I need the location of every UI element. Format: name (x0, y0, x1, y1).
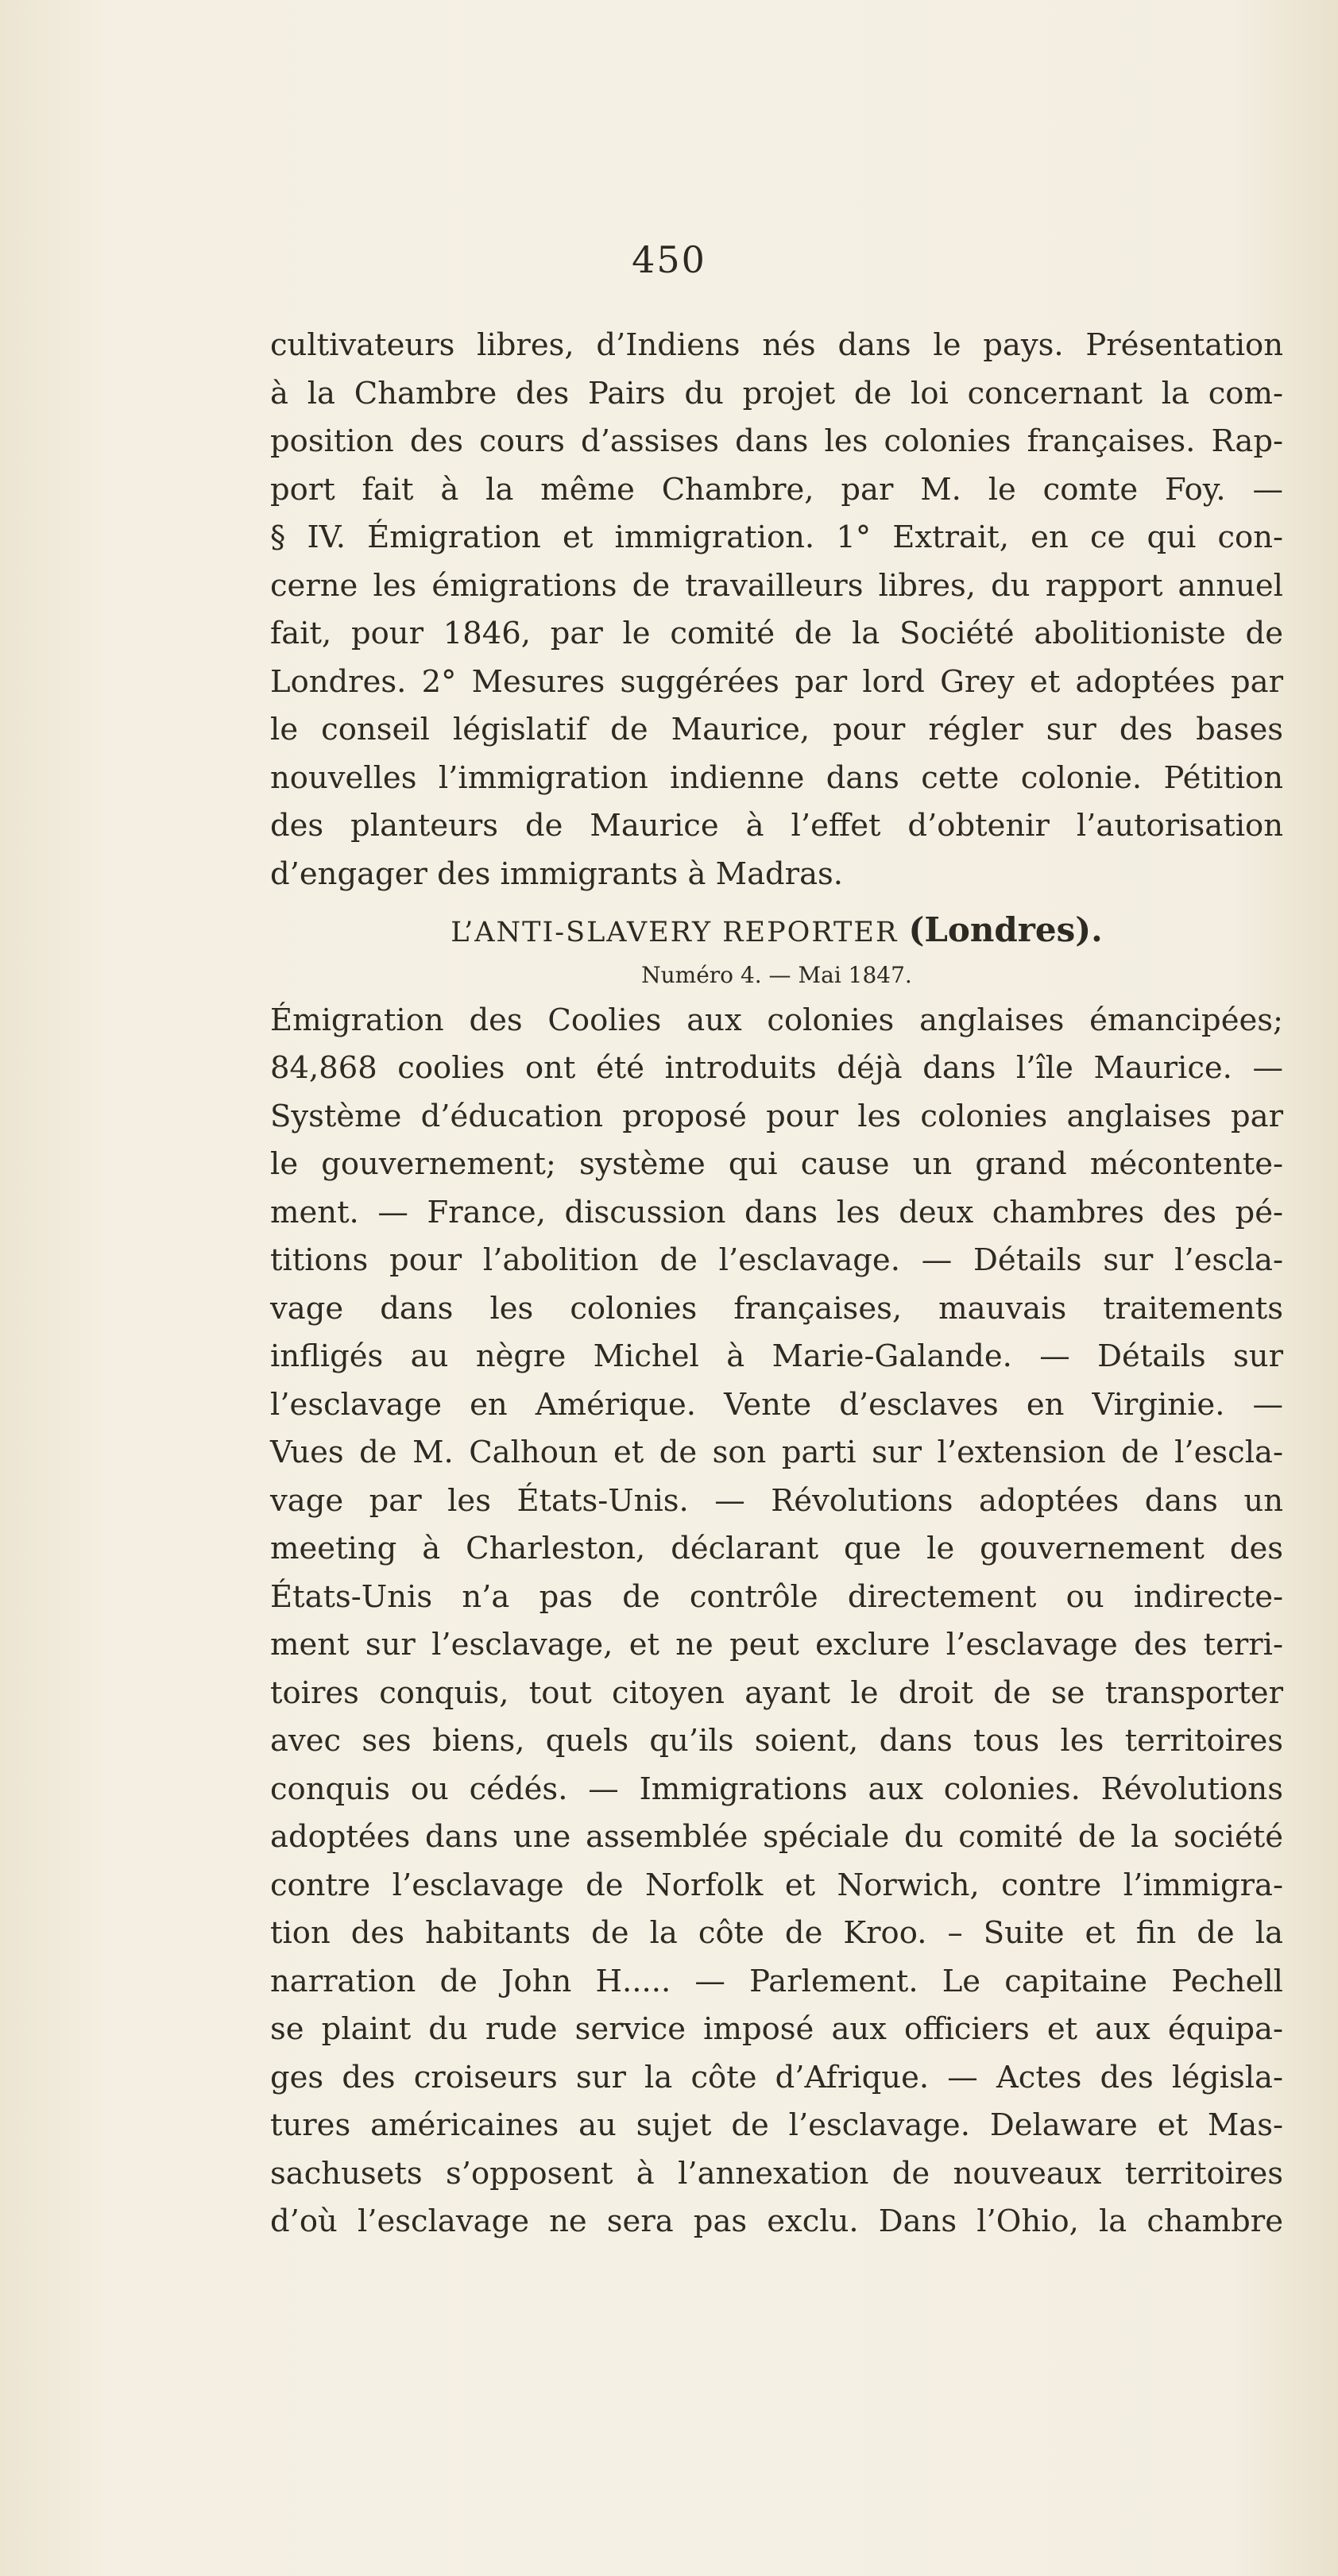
text-line: ment sur l’esclavage, et ne peut exclure l’esclavage des terri- (270, 1627, 1283, 1663)
text-line: Vues de M. Calhoun et de son parti sur l’extension de l’escla- (270, 1435, 1283, 1470)
section-two-paragraph (270, 997, 1283, 2246)
text-line: États-Unis n’a pas de contrôle directement ou indirecte- (270, 1578, 1283, 1615)
text-line: titions pour l’abolition de l’esclavage. — Détails sur l’escla- (270, 1242, 1283, 1278)
text-line: d’engager des immigrants à Madras. (270, 855, 844, 892)
text-line: vage dans les colonies françaises, mauvais traitements (270, 1290, 1283, 1327)
text-line: des planteurs de Maurice à l’effet d’obtenir l’autorisation (270, 808, 1283, 844)
text-line: position des cours d’assises dans les colonies françaises. Rap- (270, 423, 1283, 459)
text-line: conquis ou cédés. — Immigrations aux colonies. Révolutions (270, 1771, 1283, 1807)
text-line: ges des croiseurs sur la côte d’Afrique. — Actes des législa- (270, 2059, 1283, 2095)
text-line: Émigration des Coolies aux colonies anglaises émancipées; (270, 1002, 1283, 1038)
text-line: port fait à la même Chambre, par M. le comte Foy. — (270, 471, 1283, 508)
text-line: narration de John H..... — Parlement. Le capitaine Pechell (270, 1963, 1283, 1999)
text-line: le gouvernement; système qui cause un grand mécontente- (270, 1146, 1283, 1182)
text-line: Londres. 2° Mesures suggérées par lord Grey et adoptées par (270, 663, 1283, 700)
text-line: § IV. Émigration et immigration. 1° Extrait, en ce qui con- (270, 519, 1283, 555)
text-line: tion des habitants de la côte de Kroo. – Suite et fin de la (270, 1915, 1283, 1951)
journal-title (270, 906, 1283, 957)
text-line: avec ses biens, quels qu’ils soient, dans tous les territoires (270, 1723, 1283, 1759)
page-number: 450 (632, 238, 706, 281)
journal-name: L’ANTI-SLAVERY REPORTER (451, 917, 899, 948)
text-line: adoptées dans une assemblée spéciale du comité de la société (270, 1819, 1283, 1855)
text-line: le conseil législatif de Maurice, pour régler sur des bases (270, 712, 1283, 747)
text-line: tures américaines au sujet de l’esclavage. Delaware et Mas- (270, 2107, 1283, 2143)
text-line: fait, pour 1846, par le comité de la Société abolitioniste de (270, 616, 1283, 651)
page-text (270, 322, 1283, 2246)
journal-city: (Londres). (908, 910, 1103, 949)
text-line: cerne les émigrations de travailleurs libres, du rapport annuel (270, 567, 1283, 604)
text-line: vage par les États-Unis. — Révolutions adoptées dans un (270, 1482, 1283, 1519)
text-line: se plaint du rude service imposé aux officiers et aux équipa- (270, 2011, 1283, 2047)
text-line: l’esclavage en Amérique. Vente d’esclaves en Virginie. — (270, 1386, 1283, 1423)
text-line: nouvelles l’immigration indienne dans cette colonie. Pétition (270, 759, 1283, 796)
text-line: à la Chambre des Pairs du projet de loi concernant la com- (270, 375, 1283, 411)
journal-issue: Numéro 4. — Mai 1847. (641, 961, 912, 988)
text-line: meeting à Charleston, déclarant que le gouvernement des (270, 1531, 1283, 1566)
text-line: sachusets s’opposent à l’annexation de nouveaux territoires (270, 2155, 1283, 2192)
section-one-paragraph (270, 322, 1283, 898)
text-line: d’où l’esclavage ne sera pas exclu. Dans l’Ohio, la chambre (270, 2203, 1283, 2239)
text-line: 84,868 coolies ont été introduits déjà dans l’île Maurice. — (270, 1050, 1283, 1086)
text-line: infligés au nègre Michel à Marie-Galande. — Détails sur (270, 1338, 1283, 1374)
text-line: cultivateurs libres, d’Indiens nés dans le pays. Présentation (270, 327, 1283, 363)
text-line: ment. — France, discussion dans les deux chambres des pé- (270, 1194, 1283, 1230)
text-line: Système d’éducation proposé pour les colonies anglaises par (270, 1098, 1283, 1134)
text-line: toires conquis, tout citoyen ayant le droit de se transporter (270, 1674, 1283, 1711)
text-line: contre l’esclavage de Norfolk et Norwich, contre l’immigra- (270, 1867, 1283, 1903)
